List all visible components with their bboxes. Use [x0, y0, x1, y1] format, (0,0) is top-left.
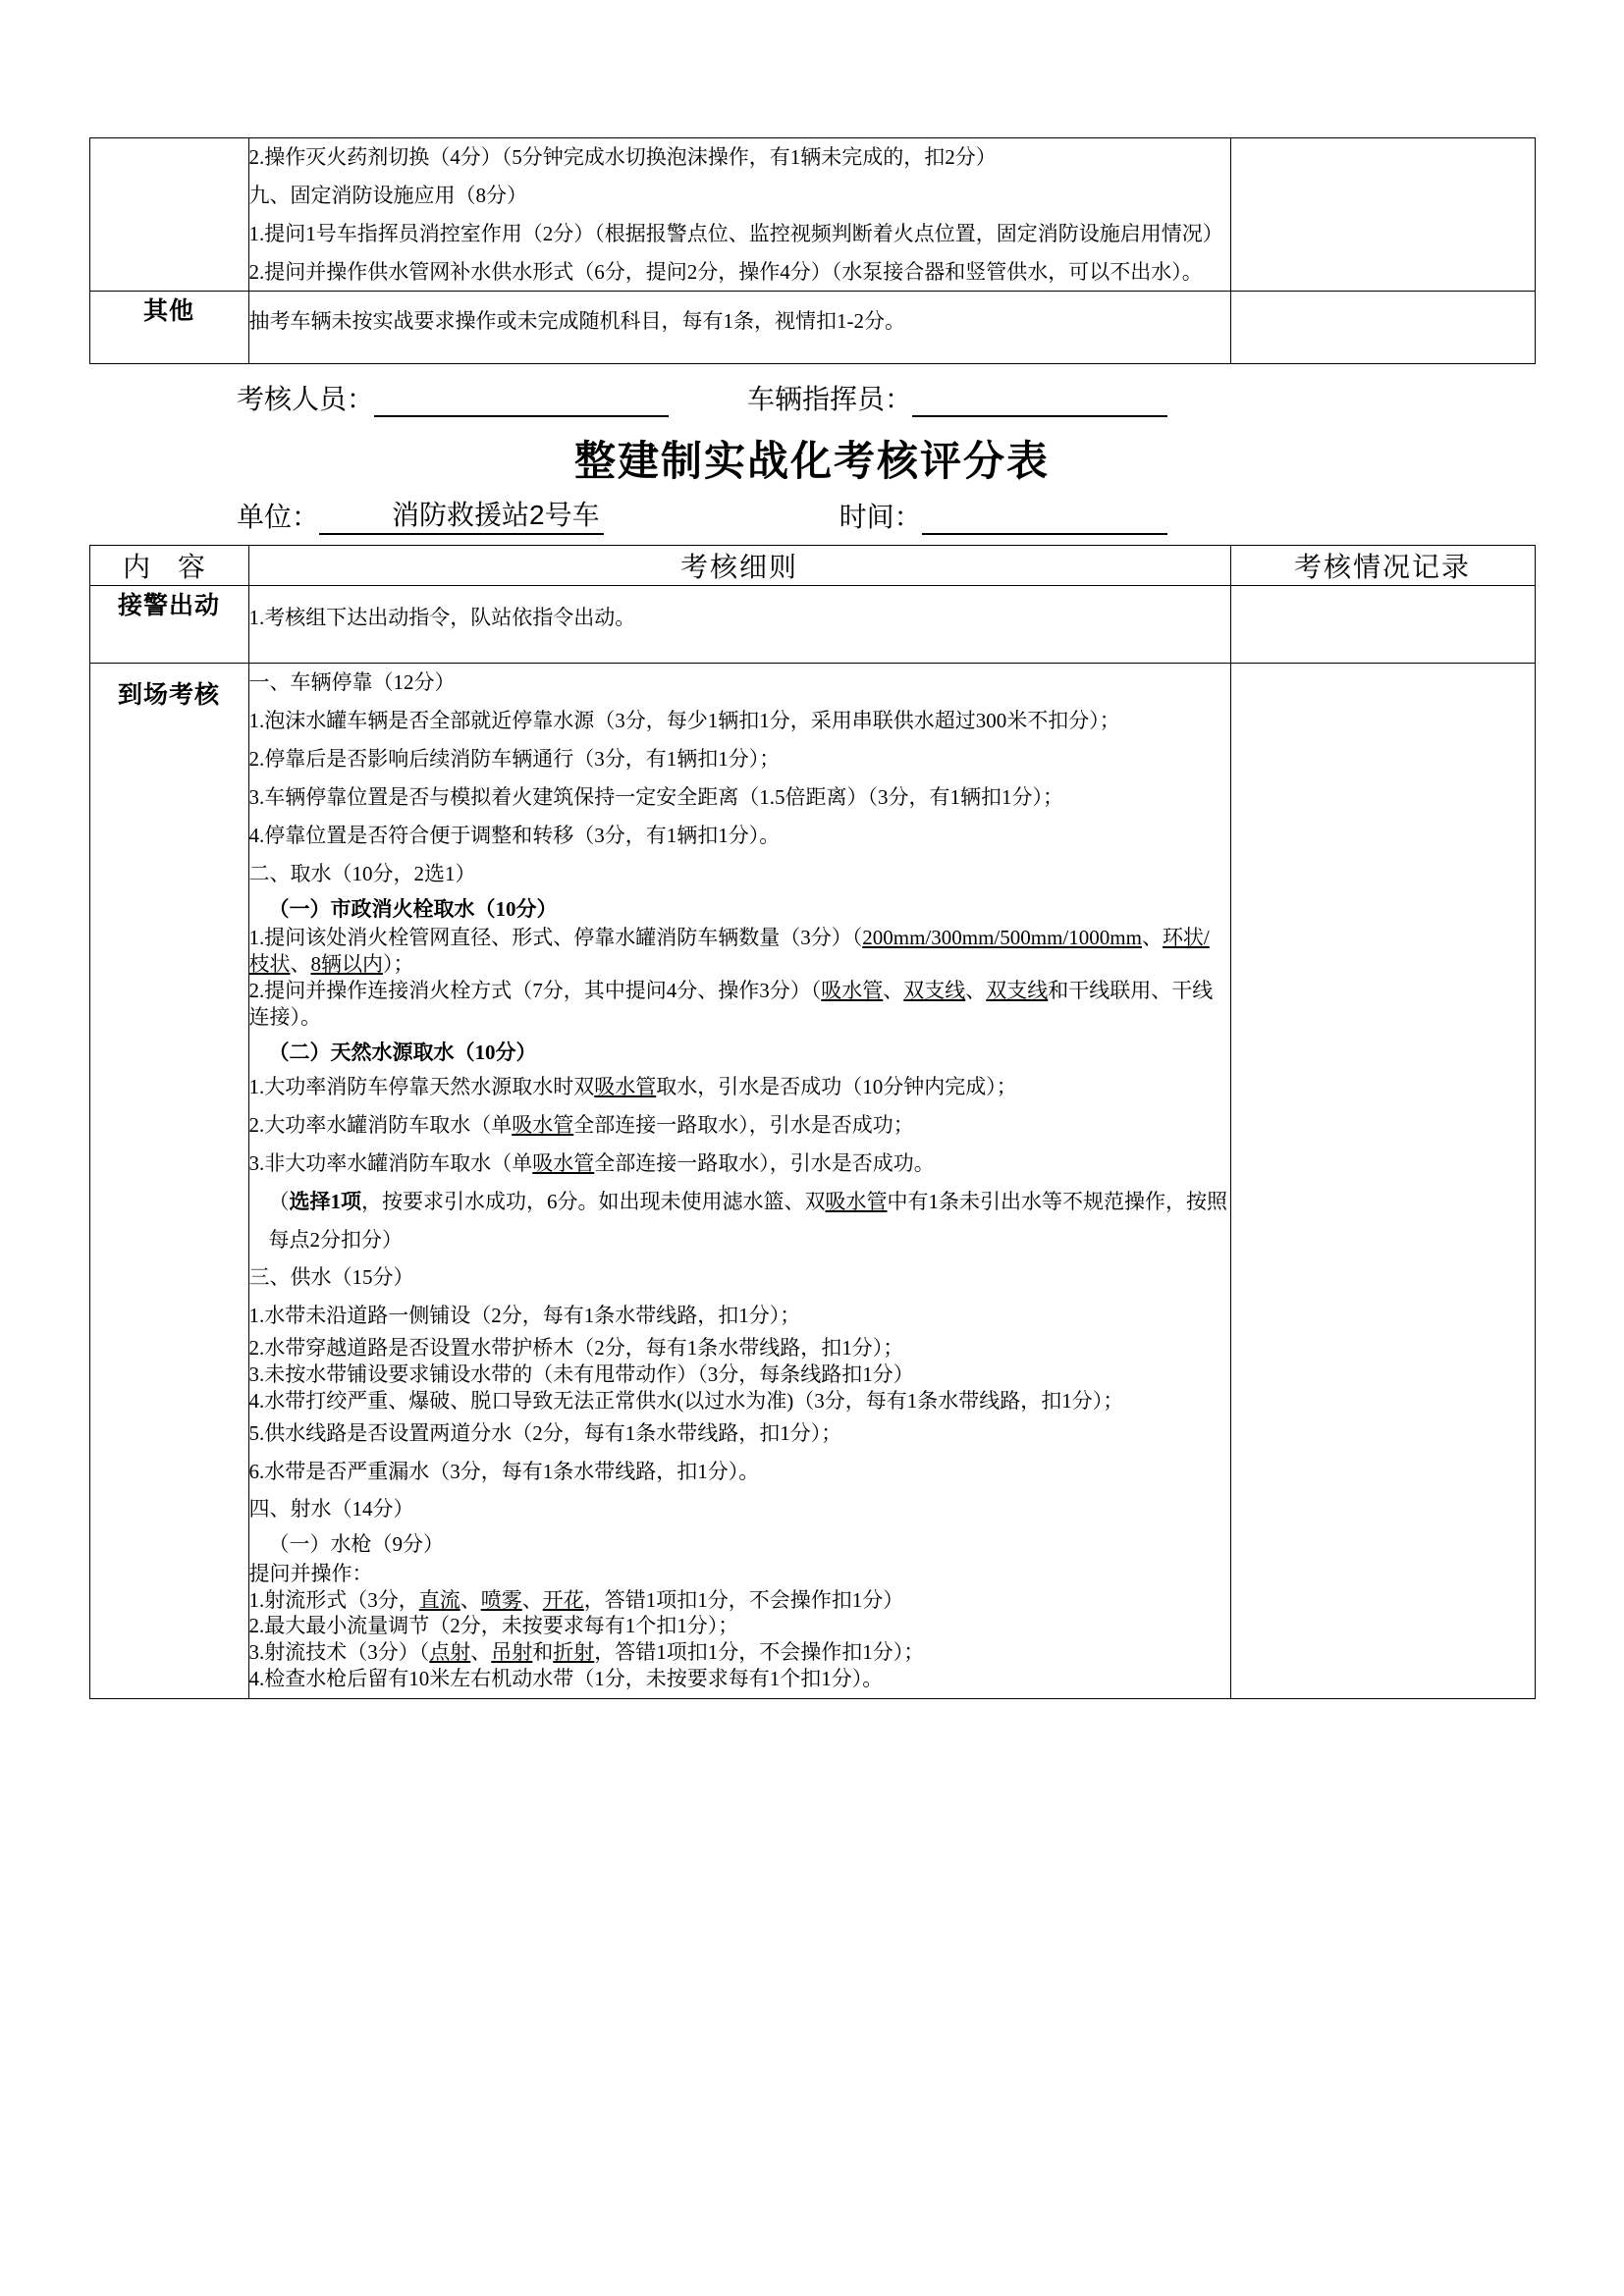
time-label: 时间：: [839, 501, 922, 532]
criteria-line: 抽考车辆未按实战要求操作或未完成随机科目，每有1条，视情扣1-2分。: [248, 309, 905, 334]
assessor-blank[interactable]: [374, 390, 669, 417]
commander-blank[interactable]: [912, 390, 1167, 417]
criteria-line: 4.水带打绞严重、爆破、脱口导致无法正常供水(以过水为准)（3分，每有1条水带线路，扣1分）；: [248, 1388, 1124, 1413]
criteria-line: 2.提问并操作连接消火栓方式（7分，其中提问4分、操作3分）（吸水管、双支线、双支线和干线联用、干线连接）。: [248, 978, 1214, 1029]
record-cell[interactable]: [1230, 292, 1535, 364]
criteria-line: 四、射水（14分）: [248, 1497, 414, 1522]
criteria-line: （一）水枪（9分）: [268, 1532, 444, 1557]
unit-blank-lead: [319, 507, 388, 535]
criteria-cell: [248, 138, 1230, 292]
criteria-subheading: （一）市政消火栓取水（10分）: [268, 896, 558, 921]
criteria-cell: [248, 585, 1230, 664]
criteria-line: 6.水带是否严重漏水（3分，每有1条水带线路，扣1分）。: [248, 1459, 760, 1483]
criteria-line: 4.检查水枪后留有10米左右机动水带（1分，未按要求每有1个扣1分）。: [248, 1667, 884, 1691]
record-cell[interactable]: [1230, 664, 1535, 1699]
category-cell-dispatch: 接警出动: [89, 585, 248, 664]
criteria-cell: [248, 664, 1230, 1699]
scoring-table: [89, 545, 1536, 1699]
criteria-line: 2.水带穿越道路是否设置水带护桥木（2分，每有1条水带线路，扣1分）；: [248, 1336, 904, 1361]
criteria-line: 3.射流技术（3分）（点射、吊射和折射，答错1项扣1分，不会操作扣1分）；: [248, 1640, 925, 1665]
criteria-line: 1.提问1号车指挥员消控室作用（2分）（根据报警点位、监控视频判断着火点位置，固定消防设施启用情况）: [248, 221, 1223, 245]
table-row: [89, 664, 1535, 1699]
table-row: [89, 292, 1535, 364]
header-criteria: 考核细则: [248, 545, 1230, 585]
criteria-line: 1.泡沫水罐车辆是否全部就近停靠水源（3分，每少1辆扣1分，采用串联供水超过300米不扣分）；: [248, 709, 1120, 733]
category-cell-other: 其他: [89, 292, 248, 364]
criteria-line: 1.水带未沿道路一侧铺设（2分，每有1条水带线路，扣1分）；: [248, 1304, 801, 1328]
criteria-line: 一、车辆停靠（12分）: [248, 670, 456, 695]
unit-value[interactable]: 消防救援站2号车: [388, 494, 604, 535]
header-content: 内 容: [89, 545, 248, 585]
unit-row: [89, 494, 1535, 535]
time-blank[interactable]: [922, 507, 1167, 535]
criteria-line: 3.非大功率水罐消防车取水（单吸水管全部连接一路取水），引水是否成功。: [248, 1150, 935, 1175]
signature-row: [89, 378, 1535, 417]
unit-label: 单位：: [237, 501, 320, 532]
criteria-line: 1.射流形式（3分，直流、喷雾、开花，答错1项扣1分，不会操作扣1分）: [248, 1587, 904, 1612]
table-header-row: [89, 545, 1535, 585]
criteria-line: 2.操作灭火药剂切换（4分）（5分钟完成水切换泡沫操作，有1辆未完成的，扣2分）: [248, 145, 997, 169]
criteria-line: 2.停靠后是否影响后续消防车辆通行（3分，有1辆扣1分）；: [248, 747, 781, 772]
continuation-table: [89, 137, 1536, 364]
criteria-line: 1.提问该处消火栓管网直径、形式、停靠水罐消防车辆数量（3分）（200mm/300mm/500mm/1000mm、环状/枝状、8辆以内）；: [248, 926, 1210, 976]
header-record: 考核情况记录: [1230, 545, 1535, 585]
criteria-line: 三、供水（15分）: [248, 1265, 414, 1290]
criteria-line: 4.停靠位置是否符合便于调整和转移（3分，有1辆扣1分）。: [248, 823, 781, 847]
category-cell: [89, 138, 248, 292]
assessor-label: 考核人员：: [237, 383, 375, 414]
table-row: [89, 585, 1535, 664]
criteria-line: 九、固定消防设施应用（8分）: [248, 183, 527, 207]
criteria-line: 提问并操作：: [248, 1561, 373, 1585]
criteria-line: 2.大功率水罐消防车取水（单吸水管全部连接一路取水），引水是否成功；: [248, 1112, 914, 1137]
table-row: [89, 138, 1535, 292]
criteria-line: 3.未按水带铺设要求铺设水带的（未有甩带动作）（3分，每条线路扣1分）: [248, 1362, 914, 1386]
criteria-line: 3.车辆停靠位置是否与模拟着火建筑保持一定安全距离（1.5倍距离）（3分，有1辆扣1分）；: [248, 785, 1063, 809]
commander-label: 车辆指挥员：: [747, 383, 913, 414]
criteria-line: （选择1项，按要求引水成功，6分。如出现未使用滤水篮、双吸水管中有1条未引出水等不规范操作，按照每点2分扣分）: [268, 1189, 1227, 1252]
record-cell[interactable]: [1230, 138, 1535, 292]
criteria-line: 1.考核组下达出动指令，队站依指令出动。: [248, 605, 636, 629]
record-cell[interactable]: [1230, 585, 1535, 664]
page-title: 整建制实战化考核评分表: [573, 437, 1050, 484]
criteria-line: 5.供水线路是否设置两道分水（2分，每有1条水带线路，扣1分）；: [248, 1420, 842, 1445]
criteria-cell: [248, 292, 1230, 364]
criteria-line: 2.提问并操作供水管网补水供水形式（6分，提问2分，操作4分）（水泵接合器和竖管供水，可以不出水）。: [248, 259, 1203, 284]
criteria-line: 1.大功率消防车停靠天然水源取水时双吸水管取水，引水是否成功（10分钟内完成）；: [248, 1075, 1017, 1099]
criteria-line: 2.最大最小流量调节（2分，未按要求每有1个扣1分）；: [248, 1614, 739, 1638]
criteria-subheading: （二）天然水源取水（10分）: [268, 1040, 537, 1064]
category-cell-onscene: 到场考核: [89, 664, 248, 1699]
criteria-line: 二、取水（10分，2选1）: [248, 861, 476, 885]
